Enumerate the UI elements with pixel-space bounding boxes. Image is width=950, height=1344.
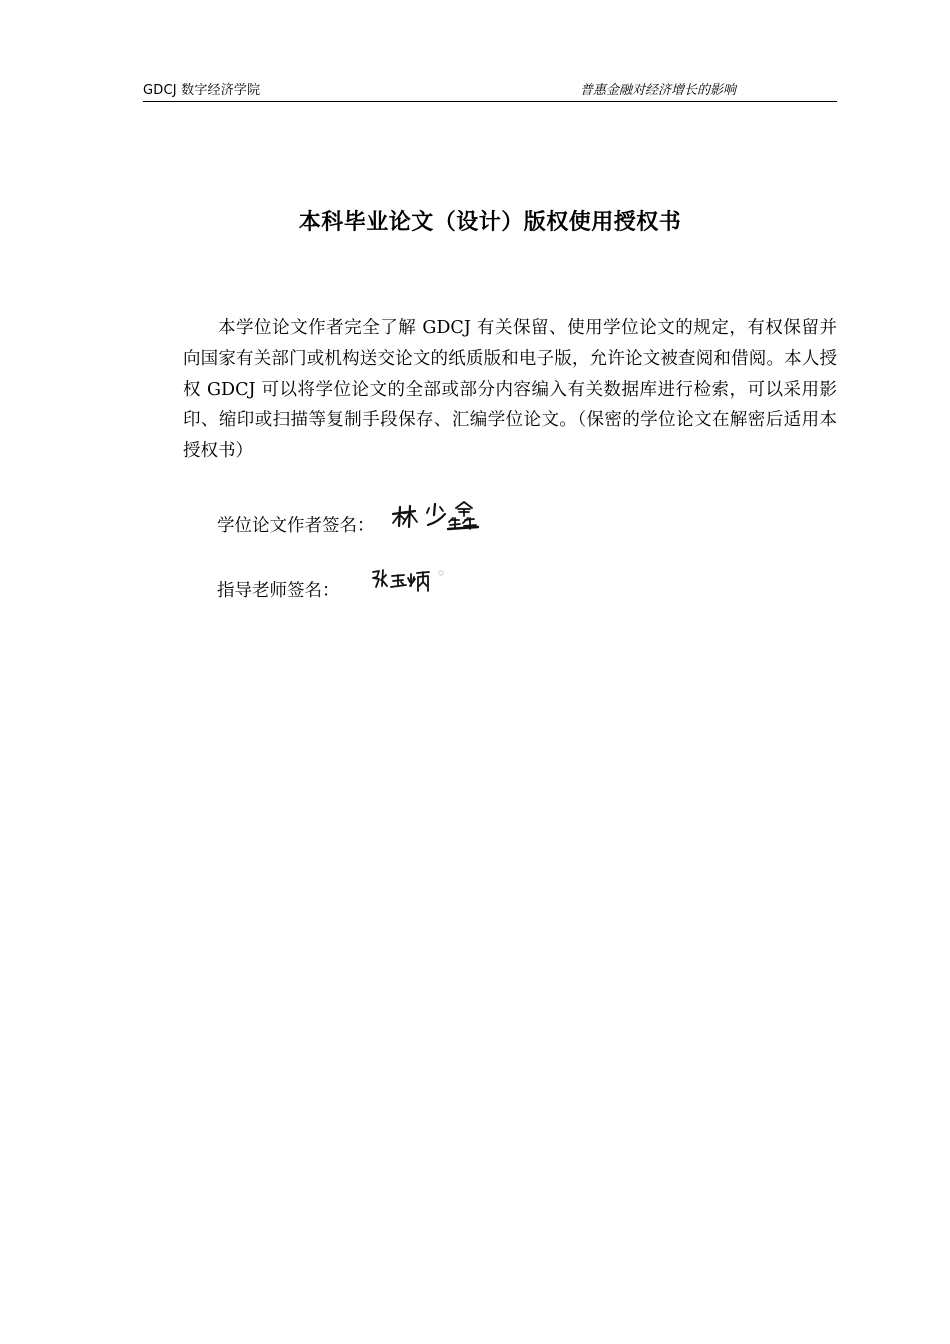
author-handwritten-signature <box>390 500 482 532</box>
page-header <box>143 76 837 102</box>
author-signature-label: 学位论文作者签名： <box>217 516 375 536</box>
document-title: 本科毕业论文（设计）版权使用授权书 <box>298 210 682 235</box>
header-thesis-title: 普惠金融对经济增长的影响 <box>580 83 737 98</box>
authorization-paragraph: 本学位论文作者完全了解 GDCJ 有关保留、使用学位论文的规定，有权保留并向国家有关部门或机构送交论文的纸质版和电子版，允许论文被查阅和借阅。本人授权 GDCJ 可以将学位论文的全部或部分内容编入有关数据库进行检索，可以采用影印、缩印或扫描等复制手段保存、汇编学位论文。（保密的学位论文在解密后适用本授权书） <box>183 318 837 462</box>
header-institution: GDCJ 数字经济学院 <box>143 83 261 98</box>
advisor-signature-label: 指导老师签名： <box>217 581 340 601</box>
advisor-handwritten-signature <box>370 566 450 594</box>
